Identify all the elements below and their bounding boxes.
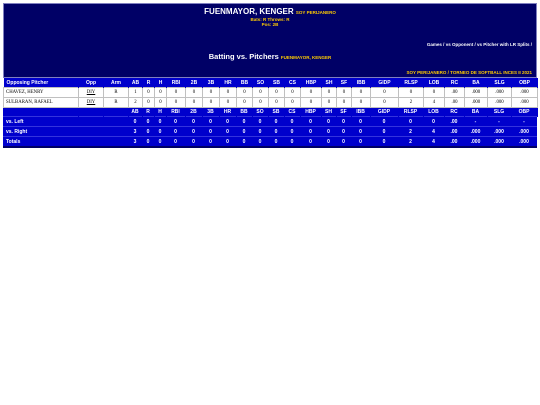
column-header-arm[interactable]: Arm <box>104 78 129 88</box>
split-cell-lob: 0 <box>423 117 444 127</box>
split-cell-gidp: 0 <box>370 117 398 127</box>
split-column-header-rc: RC <box>444 108 464 117</box>
page <box>3 3 537 148</box>
cell-cs: 0 <box>285 88 301 98</box>
cell-rbi: 0 <box>167 88 186 98</box>
column-header-sf[interactable]: SF <box>337 78 352 88</box>
column-header-hbp[interactable]: HBP <box>301 78 322 88</box>
column-header-r[interactable]: R <box>143 78 155 88</box>
cell-ba: .000 <box>465 88 488 98</box>
player-name: FUENMAYOR, KENGER <box>204 7 294 16</box>
split-cell-hr: 0 <box>219 117 236 127</box>
cell-rbi: 0 <box>167 98 186 108</box>
section-player-link[interactable]: FUENMAYOR, KENGER <box>280 55 332 60</box>
vs-opponent-link[interactable]: vs Opponent <box>445 42 474 47</box>
cell-bb: 0 <box>237 88 253 98</box>
split-cell-so: 0 <box>252 137 268 147</box>
split-cell-slg: - <box>487 117 511 127</box>
split-cell-rlsp: 2 <box>398 127 423 137</box>
split-cell-rbi: 0 <box>166 137 185 147</box>
split-cell-sf: 0 <box>336 117 351 127</box>
split-cell-ibb: 0 <box>351 127 370 137</box>
split-cell-slg: .000 <box>487 137 511 147</box>
split-cell-hbp: 0 <box>300 117 321 127</box>
column-header-h[interactable]: H <box>155 78 167 88</box>
cell-hbp: 0 <box>301 88 322 98</box>
split-cell-blank <box>78 127 103 137</box>
cell-bb: 0 <box>237 98 253 108</box>
split-column-header-obp: OBP <box>511 108 537 117</box>
cell-r: 0 <box>143 88 155 98</box>
cell-sf: 0 <box>337 88 352 98</box>
split-cell-3b: 0 <box>202 117 219 127</box>
split-cell-bb: 0 <box>236 137 252 147</box>
split-column-header-slg: SLG <box>487 108 511 117</box>
split-column-header-hr: HR <box>219 108 236 117</box>
split-cell-ibb: 0 <box>351 117 370 127</box>
split-cell-so: 0 <box>252 127 268 137</box>
split-cell-blank <box>103 117 128 127</box>
split-label: vs. Left <box>3 117 78 127</box>
split-column-header-ibb: IBB <box>351 108 370 117</box>
split-column-header-hbp: HBP <box>300 108 321 117</box>
split-column-header-2b: 2B <box>185 108 202 117</box>
cell-lob: 0 <box>424 88 445 98</box>
split-cell-r: 0 <box>142 137 154 147</box>
split-column-header-blank <box>3 108 78 117</box>
split-cell-sb: 0 <box>268 137 284 147</box>
cell-rc: .00 <box>445 98 465 108</box>
cell-ibb: 0 <box>352 88 371 98</box>
split-cell-cs: 0 <box>284 127 300 137</box>
split-cell-cs: 0 <box>284 117 300 127</box>
vs-pitcher-lr-splits-link[interactable]: vs Pitcher with LR Splits <box>476 42 530 47</box>
cell-hbp: 0 <box>301 98 322 108</box>
split-cell-rbi: 0 <box>166 117 185 127</box>
player-title <box>4 4 536 17</box>
player-header <box>3 3 537 78</box>
column-header-opposing-pitcher[interactable]: Opposing Pitcher <box>4 78 79 88</box>
table-row <box>4 88 538 98</box>
split-cell-obp: .000 <box>511 127 537 137</box>
table-header-row <box>4 78 538 88</box>
cell-ab: 1 <box>129 88 143 98</box>
split-cell-slg: .000 <box>487 127 511 137</box>
split-column-header-sh: SH <box>321 108 336 117</box>
player-team-link[interactable]: SOY PERIJANERO <box>295 10 336 15</box>
column-header-2b[interactable]: 2B <box>186 78 203 88</box>
split-cell-ibb: 0 <box>351 137 370 147</box>
split-cell-r: 0 <box>142 127 154 137</box>
column-header-rbi[interactable]: RBI <box>167 78 186 88</box>
split-cell-blank <box>78 117 103 127</box>
cell-sb: 0 <box>269 98 285 108</box>
pitcher-name-cell[interactable]: CHAVEZ, HENRY <box>4 88 79 98</box>
column-header-rc[interactable]: RC <box>445 78 465 88</box>
cell-lob: 4 <box>424 98 445 108</box>
split-cell-obp: .000 <box>511 137 537 147</box>
split-cell-r: 0 <box>142 117 154 127</box>
split-cell-lob: 4 <box>423 137 444 147</box>
cell-3b: 0 <box>203 88 220 98</box>
cell-rlsp: 2 <box>399 98 424 108</box>
cell-3b: 0 <box>203 98 220 108</box>
split-cell-2b: 0 <box>185 117 202 127</box>
nav-links: Games / vs Opponent / vs Pitcher with LR Splits / <box>426 42 532 47</box>
cell-r: 0 <box>143 98 155 108</box>
split-cell-2b: 0 <box>185 137 202 147</box>
split-column-header-ba: BA <box>464 108 487 117</box>
cell-h: 0 <box>155 98 167 108</box>
split-column-header-bb: BB <box>236 108 252 117</box>
split-column-header-gidp: GIDP <box>370 108 398 117</box>
split-row <box>3 137 537 147</box>
cell-hr: 0 <box>220 98 237 108</box>
cell-ibb: 0 <box>352 98 371 108</box>
split-cell-ab: 3 <box>128 137 142 147</box>
cell-sb: 0 <box>269 88 285 98</box>
column-header-obp[interactable]: OBP <box>512 78 538 88</box>
column-header-so[interactable]: SO <box>253 78 269 88</box>
cell-opp[interactable] <box>79 98 104 108</box>
league-link[interactable]: SOY PERIJANERO / TORNEO DE SOFTBALL INCES II 2021 <box>406 70 532 75</box>
split-column-header-r: R <box>142 108 154 117</box>
column-header-rlsp[interactable]: RLSP <box>399 78 424 88</box>
column-header-sb[interactable]: SB <box>269 78 285 88</box>
split-cell-sb: 0 <box>268 117 284 127</box>
cell-so: 0 <box>253 88 269 98</box>
split-cell-ab: 0 <box>128 117 142 127</box>
split-cell-obp: - <box>511 117 537 127</box>
split-column-header-blank <box>78 108 103 117</box>
split-cell-hr: 0 <box>219 137 236 147</box>
split-cell-h: 0 <box>154 117 166 127</box>
cell-sh: 0 <box>322 98 337 108</box>
split-cell-rc: .00 <box>444 137 464 147</box>
split-cell-sf: 0 <box>336 127 351 137</box>
bats-throws: Bats: R Throws: R <box>250 17 290 22</box>
split-cell-sh: 0 <box>321 117 336 127</box>
column-header-cs[interactable]: CS <box>285 78 301 88</box>
split-column-header-so: SO <box>252 108 268 117</box>
cell-rlsp: 0 <box>399 88 424 98</box>
games-link[interactable]: Games <box>426 42 442 47</box>
split-cell-rc: .00 <box>444 127 464 137</box>
split-cell-blank <box>103 127 128 137</box>
split-cell-sh: 0 <box>321 127 336 137</box>
splits-header-row <box>3 108 537 117</box>
cell-arm: R <box>104 88 129 98</box>
split-cell-h: 0 <box>154 127 166 137</box>
cell-h: 0 <box>155 88 167 98</box>
column-header-sh[interactable]: SH <box>322 78 337 88</box>
split-column-header-lob: LOB <box>423 108 444 117</box>
cell-opp[interactable] <box>79 88 104 98</box>
column-header-3b[interactable]: 3B <box>203 78 220 88</box>
split-cell-blank <box>103 137 128 147</box>
split-cell-2b: 0 <box>185 127 202 137</box>
split-cell-rlsp: 2 <box>398 137 423 147</box>
split-cell-hbp: 0 <box>300 137 321 147</box>
pitcher-name-cell[interactable]: SULBARAN, RAFAEL <box>4 98 79 108</box>
split-cell-gidp: 0 <box>370 127 398 137</box>
bottom-border <box>3 146 537 148</box>
column-header-ibb[interactable]: IBB <box>352 78 371 88</box>
split-cell-hr: 0 <box>219 127 236 137</box>
split-column-header-blank <box>103 108 128 117</box>
cell-sf: 0 <box>337 98 352 108</box>
split-row <box>3 117 537 127</box>
split-cell-blank <box>78 137 103 147</box>
split-cell-3b: 0 <box>202 127 219 137</box>
column-header-slg[interactable]: SLG <box>488 78 512 88</box>
split-column-header-cs: CS <box>284 108 300 117</box>
split-column-header-rbi: RBI <box>166 108 185 117</box>
column-header-hr[interactable]: HR <box>220 78 237 88</box>
split-column-header-rlsp: RLSP <box>398 108 423 117</box>
split-cell-rbi: 0 <box>166 127 185 137</box>
split-column-header-h: H <box>154 108 166 117</box>
pitchers-table <box>3 78 538 108</box>
cell-sh: 0 <box>322 88 337 98</box>
split-cell-bb: 0 <box>236 127 252 137</box>
cell-cs: 0 <box>285 98 301 108</box>
split-cell-gidp: 0 <box>370 137 398 147</box>
split-cell-3b: 0 <box>202 137 219 147</box>
split-row <box>3 127 537 137</box>
cell-arm: R <box>104 98 129 108</box>
split-cell-cs: 0 <box>284 137 300 147</box>
player-position: Pos: 2B <box>261 22 279 27</box>
split-column-header-ab: AB <box>128 108 142 117</box>
split-cell-h: 0 <box>154 137 166 147</box>
split-column-header-3b: 3B <box>202 108 219 117</box>
column-header-ab[interactable]: AB <box>129 78 143 88</box>
split-cell-lob: 4 <box>423 127 444 137</box>
split-cell-bb: 0 <box>236 117 252 127</box>
split-cell-ab: 3 <box>128 127 142 137</box>
split-cell-ba: - <box>464 117 487 127</box>
split-cell-rc: .00 <box>444 117 464 127</box>
column-header-lob[interactable]: LOB <box>424 78 445 88</box>
split-cell-rlsp: 0 <box>398 117 423 127</box>
cell-slg: .000 <box>488 98 512 108</box>
split-label: Totals <box>3 137 78 147</box>
cell-ab: 2 <box>129 98 143 108</box>
opponent-link[interactable]: DIY <box>86 100 96 105</box>
split-cell-so: 0 <box>252 117 268 127</box>
cell-slg: .000 <box>488 88 512 98</box>
split-cell-ba: .000 <box>464 137 487 147</box>
cell-obp: .000 <box>512 88 538 98</box>
cell-gidp: 0 <box>371 98 399 108</box>
split-cell-sh: 0 <box>321 137 336 147</box>
cell-rc: .00 <box>445 88 465 98</box>
column-header-bb[interactable]: BB <box>237 78 253 88</box>
column-header-gidp[interactable]: GIDP <box>371 78 399 88</box>
cell-ba: .000 <box>465 98 488 108</box>
split-cell-ba: .000 <box>464 127 487 137</box>
split-column-header-sb: SB <box>268 108 284 117</box>
cell-so: 0 <box>253 98 269 108</box>
column-header-opp[interactable]: Opp <box>79 78 104 88</box>
cell-hr: 0 <box>220 88 237 98</box>
column-header-ba[interactable]: BA <box>465 78 488 88</box>
split-cell-hbp: 0 <box>300 127 321 137</box>
split-cell-sb: 0 <box>268 127 284 137</box>
splits-table <box>3 108 538 146</box>
section-title <box>4 48 536 64</box>
cell-2b: 0 <box>186 88 203 98</box>
split-cell-sf: 0 <box>336 137 351 147</box>
cell-gidp: 0 <box>371 88 399 98</box>
table-row <box>4 98 538 108</box>
split-column-header-sf: SF <box>336 108 351 117</box>
cell-obp: .000 <box>512 98 538 108</box>
cell-2b: 0 <box>186 98 203 108</box>
opponent-link[interactable]: DIY <box>86 90 96 95</box>
split-label: vs. Right <box>3 127 78 137</box>
section-title-text: Batting vs. Pitchers <box>208 52 279 61</box>
